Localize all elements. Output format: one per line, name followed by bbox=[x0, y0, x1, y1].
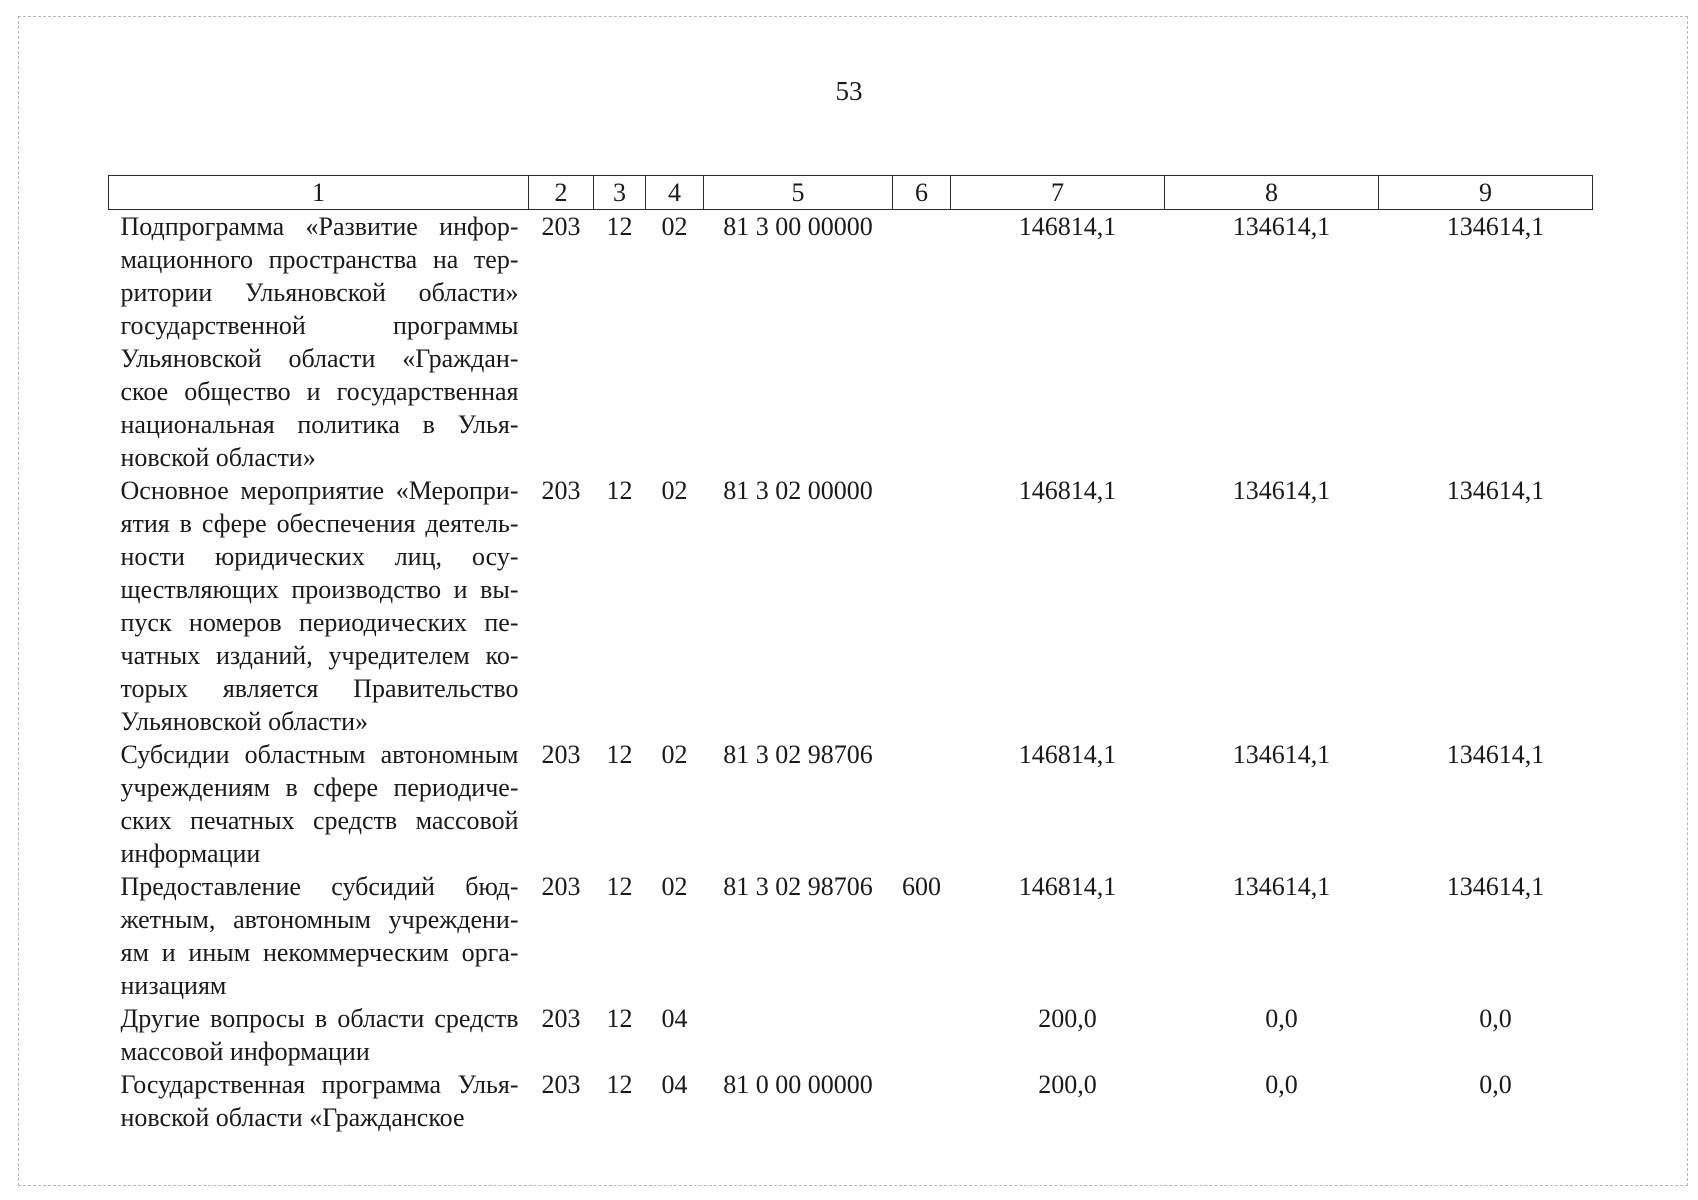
row-name: Другие вопросы в области средств массовой информации bbox=[120, 1004, 519, 1066]
cell-target-article: 81 3 00 00000 bbox=[723, 212, 873, 241]
row-name: Государственная программа Улья-новской области «Гражданское bbox=[120, 1070, 519, 1132]
cell-subsection: 04 bbox=[661, 1070, 688, 1099]
row-name: Основное мероприятие «Меропри-ятия в сфере обеспечения деятель-ности юридических лиц, осу-ществляющих производство и вы-пуск номеров периодических пе-чатных изданий, учредителем ко-торых является Правительство Ульяновской области» bbox=[120, 476, 519, 736]
cell-amount-7: 146814,1 bbox=[1018, 740, 1117, 769]
budget-table bbox=[108, 175, 1593, 1134]
column-header: 7 bbox=[951, 176, 1165, 210]
cell-amount-9: 134614,1 bbox=[1446, 212, 1545, 241]
row-name: Предоставление субсидий бюд-жетным, автономным учреждени-ям и иным некоммерческим орга-низациям bbox=[120, 872, 519, 1000]
cell-amount-7: 200,0 bbox=[1038, 1070, 1097, 1099]
table-row bbox=[109, 870, 1593, 1002]
cell-amount-7: 146814,1 bbox=[1018, 476, 1117, 505]
column-header: 4 bbox=[646, 176, 704, 210]
cell-expense-type bbox=[893, 210, 951, 475]
cell-section: 12 bbox=[606, 1004, 633, 1033]
column-header: 6 bbox=[893, 176, 951, 210]
cell-amount-9: 134614,1 bbox=[1446, 740, 1545, 769]
column-header: 9 bbox=[1379, 176, 1593, 210]
row-name: Подпрограмма «Развитие инфор-мационного пространства на тер-ритории Ульяновской области» государственной программы Ульяновской области «Граждан-ское общество и государственная национальная политика в Улья-новской области» bbox=[120, 212, 519, 472]
cell-amount-7: 146814,1 bbox=[1018, 212, 1117, 241]
cell-subsection: 02 bbox=[661, 212, 688, 241]
page-number: 53 bbox=[835, 76, 863, 106]
cell-admin-code: 203 bbox=[541, 740, 581, 769]
cell-amount-9: 0,0 bbox=[1479, 1004, 1512, 1033]
cell-amount-7: 146814,1 bbox=[1018, 872, 1117, 901]
row-name: Субсидии областным автономным учреждениям в сфере периодиче-ских печатных средств массовой информации bbox=[120, 740, 519, 868]
table-row bbox=[109, 738, 1593, 870]
cell-section: 12 bbox=[606, 1070, 633, 1099]
cell-subsection: 02 bbox=[661, 740, 688, 769]
cell-amount-8: 134614,1 bbox=[1232, 740, 1331, 769]
column-header: 5 bbox=[704, 176, 893, 210]
cell-expense-type bbox=[893, 1068, 951, 1134]
cell-amount-8: 134614,1 bbox=[1232, 872, 1331, 901]
cell-section: 12 bbox=[606, 872, 633, 901]
cell-amount-8: 0,0 bbox=[1265, 1004, 1298, 1033]
cell-target-article: 81 3 02 00000 bbox=[723, 476, 873, 505]
cell-amount-8: 0,0 bbox=[1265, 1070, 1298, 1099]
cell-target-article: 81 0 00 00000 bbox=[723, 1070, 873, 1099]
cell-amount-8: 134614,1 bbox=[1232, 212, 1331, 241]
cell-section: 12 bbox=[606, 476, 633, 505]
cell-subsection: 04 bbox=[661, 1004, 688, 1033]
cell-target-article: 81 3 02 98706 bbox=[723, 740, 873, 769]
cell-amount-8: 134614,1 bbox=[1232, 476, 1331, 505]
cell-section: 12 bbox=[606, 740, 633, 769]
cell-target-article: 81 3 02 98706 bbox=[723, 872, 873, 901]
cell-expense-type bbox=[893, 474, 951, 738]
table-row bbox=[109, 1068, 1593, 1134]
cell-amount-9: 134614,1 bbox=[1446, 476, 1545, 505]
header-row bbox=[109, 176, 1593, 210]
column-header: 3 bbox=[594, 176, 646, 210]
cell-amount-7: 200,0 bbox=[1038, 1004, 1097, 1033]
cell-admin-code: 203 bbox=[541, 1070, 581, 1099]
cell-amount-9: 0,0 bbox=[1479, 1070, 1512, 1099]
cell-admin-code: 203 bbox=[541, 476, 581, 505]
cell-admin-code: 203 bbox=[541, 212, 581, 241]
cell-subsection: 02 bbox=[661, 476, 688, 505]
cell-admin-code: 203 bbox=[541, 1004, 581, 1033]
column-header: 1 bbox=[109, 176, 529, 210]
cell-expense-type bbox=[893, 1002, 951, 1068]
cell-expense-type: 600 bbox=[902, 872, 941, 901]
table-row bbox=[109, 210, 1593, 475]
cell-target-article bbox=[704, 1002, 893, 1068]
cell-subsection: 02 bbox=[661, 872, 688, 901]
column-header: 2 bbox=[529, 176, 594, 210]
table-row bbox=[109, 474, 1593, 738]
cell-amount-9: 134614,1 bbox=[1446, 872, 1545, 901]
cell-section: 12 bbox=[606, 212, 633, 241]
column-header: 8 bbox=[1165, 176, 1379, 210]
cell-admin-code: 203 bbox=[541, 872, 581, 901]
cell-expense-type bbox=[893, 738, 951, 870]
table-row bbox=[109, 1002, 1593, 1068]
